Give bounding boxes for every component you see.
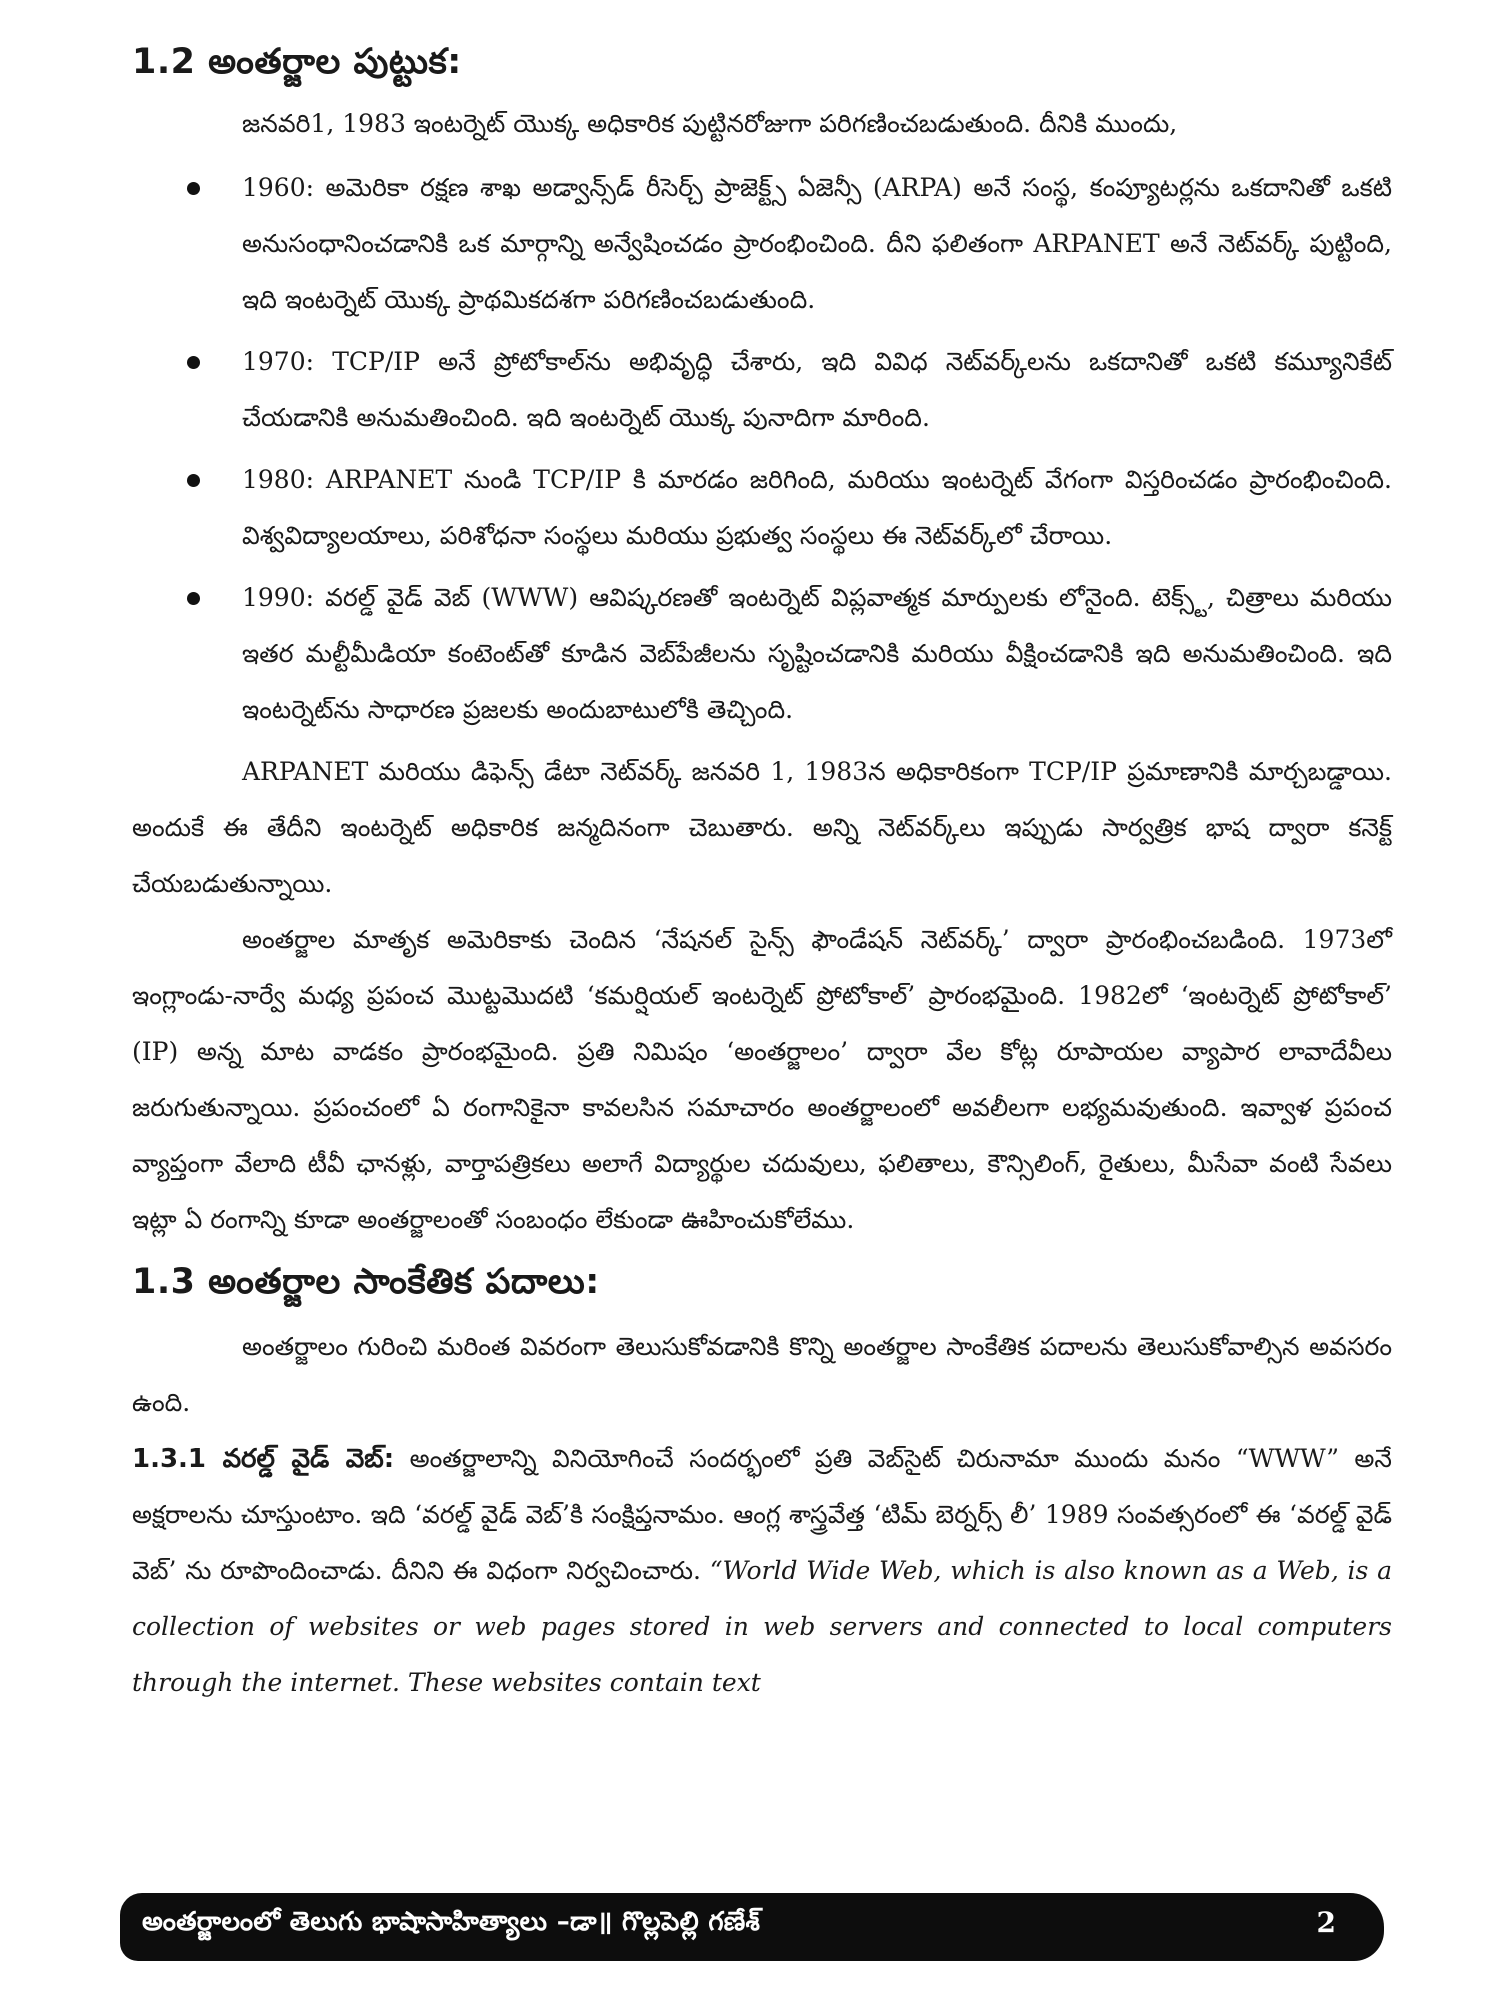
- bullet-dot-icon: [187, 474, 200, 487]
- bullet-text-1980: 1980: ARPANET నుండి TCP/IP కి మారడం జరిగింది, మరియు ఇంటర్నెట్ వేగంగా విస్తరించడం ప్రారంభించింది. విశ్వవిద్యాలయాలు, పరిశోధనా సంస్థలు మరియు ప్రభుత్వ సంస్థలు ఈ నెట్‌వర్క్‌లో చేరాయి.: [242, 464, 1392, 550]
- footer-book-title: అంతర్జాలంలో తెలుగు భాషాసాహిత్యాలు –డా॥ గొల్లపెల్లి గణేశ్: [142, 1907, 761, 1937]
- history-bullet-list: [132, 160, 1392, 738]
- section-heading-1-3: 1.3 అంతర్జాల సాంకేతిక పదాలు:: [132, 1261, 600, 1302]
- bullet-dot-icon: [187, 592, 200, 605]
- section-heading-1-2: 1.2 అంతర్జాల పుట్టుక:: [132, 42, 462, 82]
- bullet-item-1990: [132, 570, 1392, 738]
- www-paragraph: [132, 1431, 1392, 1711]
- www-paragraph-text: అంతర్జాలాన్ని వినియోగించే సందర్భంలో ప్రతి వెబ్‌సైట్ చిరునామా ముందు మనం “WWW” అనే అక్షరాలను చూస్తుంటాం. ఇది ‘వరల్డ్ వైడ్ వెబ్’కి సంక్షిప్తనామం. ఆంగ్ల శాస్త్రవేత్త ‘టిమ్ బెర్నర్స్ లీ’ 1989 సంవత్సరంలో ఈ ‘వరల్డ్ వైడ్ వెబ్’ ను రూపొందించాడు. దీనిని ఈ విధంగా నిర్వచించారు.: [132, 1444, 1392, 1585]
- bullet-text-1990: 1990: వరల్డ్ వైడ్ వెబ్ (WWW) ఆవిష్కరణతో ఇంటర్నెట్ విప్లవాత్మక మార్పులకు లోనైంది. టెక్స్ట్, చిత్రాలు మరియు ఇతర మల్టీమీడియా కంటెంట్‌తో కూడిన వెబ్‌పేజీలను సృష్టించడానికి మరియు వీక్షించడానికి ఇది అనుమతించింది. ఇది ఇంటర్నెట్‌ను సాధారణ ప్రజలకు అందుబాటులోకి తెచ్చింది.: [242, 582, 1392, 724]
- bullet-item-1960: [132, 160, 1392, 328]
- intro-paragraph-1-3: అంతర్జాలం గురించి మరింత వివరంగా తెలుసుకోవడానికి కొన్ని అంతర్జాల సాంకేతిక పదాలను తెలుసుకోవాల్సిన అవసరం ఉంది.: [132, 1332, 1392, 1417]
- page-content: [132, 40, 1392, 1711]
- arpanet-paragraph: ARPANET మరియు డిఫెన్స్ డేటా నెట్‌వర్క్ జనవరి 1, 1983న అధికారికంగా TCP/IP ప్రమాణానికి మార్చబడ్డాయి. అందుకే ఈ తేదీని ఇంటర్నెట్ అధికారిక జన్మదినంగా చెబుతారు. అన్ని నెట్‌వర్క్‌లు ఇప్పుడు సార్వత్రిక భాష ద్వారా కనెక్ట్ చేయబడుతున్నాయి.: [132, 756, 1392, 898]
- bullet-item-1980: [132, 452, 1392, 564]
- bullet-text-1960: 1960: అమెరికా రక్షణ శాఖ అడ్వాన్స్‌డ్ రీసెర్చ్ ప్రాజెక్ట్స్ ఏజెన్సీ (ARPA) అనే సంస్థ, కంప్యూటర్లను ఒకదానితో ఒకటి అనుసంధానించడానికి ఒక మార్గాన్ని అన్వేషించడం ప్రారంభించింది. దీని ఫలితంగా ARPANET అనే నెట్‌వర్క్ పుట్టింది, ఇది ఇంటర్నెట్ యొక్క ప్రాథమికదశగా పరిగణించబడుతుంది.: [242, 172, 1392, 314]
- bullet-item-1970: [132, 334, 1392, 446]
- subsection-label-1-3-1: 1.3.1 వరల్డ్ వైడ్ వెబ్:: [132, 1444, 395, 1474]
- bullet-dot-icon: [187, 356, 200, 369]
- www-definition-quote: “World Wide Web, which is also known as a Web, is a collection of websites or web pages stored in web servers and connected to local computers through the internet. These websites contain text: [132, 1556, 1392, 1697]
- footer-page-number: 2: [1316, 1906, 1336, 1939]
- nsf-paragraph: అంతర్జాల మాతృక అమెరికాకు చెందిన ‘నేషనల్ సైన్స్ ఫౌండేషన్ నెట్‌వర్క్’ ద్వారా ప్రారంభించబడింది. 1973లో ఇంగ్లాండు-నార్వే మధ్య ప్రపంచ మొట్టమొదటి ‘కమర్షియల్ ఇంటర్నెట్ ప్రోటోకాల్’ ప్రారంభమైంది. 1982లో ‘ఇంటర్నెట్ ప్రోటోకాల్’ (IP) అన్న మాట వాడకం ప్రారంభమైంది. ప్రతి నిమిషం ‘అంతర్జాలం’ ద్వారా వేల కోట్ల రూపాయల వ్యాపార లావాదేవీలు జరుగుతున్నాయి. ప్రపంచంలో ఏ రంగానికైనా కావలసిన సమాచారం అంతర్జాలంలో అవలీలగా లభ్యమవుతుంది. ఇవ్వాళ ప్రపంచ వ్యాప్తంగా వేలాది టీవీ ఛానళ్లు, వార్తాపత్రికలు అలాగే విద్యార్థుల చదువులు, ఫలితాలు, కౌన్సిలింగ్, రైతులు, మీసేవా వంటి సేవలు ఇట్లా ఏ రంగాన్ని కూడా అంతర్జాలంతో సంబంధం లేకుండా ఊహించుకోలేము.: [132, 924, 1392, 1234]
- bullet-dot-icon: [187, 182, 200, 195]
- intro-paragraph-1-2: జనవరి1, 1983 ఇంటర్నెట్ యొక్క అధికారిక పుట్టినరోజుగా పరిగణించబడుతుంది. దీనికి ముందు,: [242, 108, 1178, 138]
- page-footer: [120, 1893, 1384, 1961]
- bullet-text-1970: 1970: TCP/IP అనే ప్రోటోకాల్‌ను అభివృద్ధి చేశారు, ఇది వివిధ నెట్‌వర్క్‌లను ఒకదానితో ఒకటి కమ్యూనికేట్ చేయడానికి అనుమతించింది. ఇది ఇంటర్నెట్ యొక్క పునాదిగా మారింది.: [242, 346, 1392, 432]
